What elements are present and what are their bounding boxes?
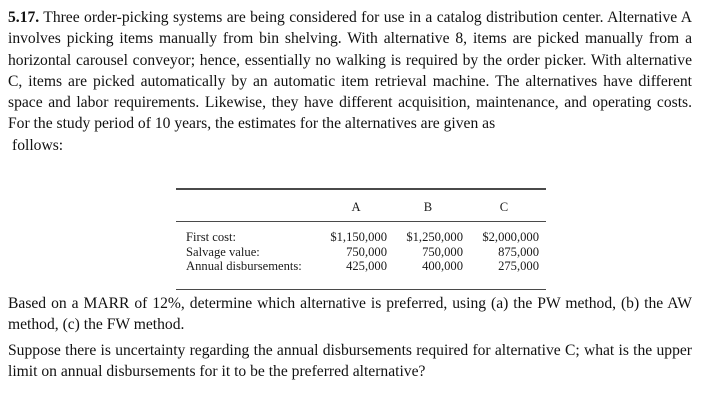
table-top-rule (176, 188, 546, 190)
cell-c-first-cost: $2,000,000 (482, 230, 539, 244)
column-header-b: B (423, 200, 433, 214)
row-label-first-cost: First cost: (186, 230, 237, 244)
cell-c-annual-disbursements: 275,000 (498, 259, 539, 274)
uncertainty-question-text: Suppose there is uncertainty regarding the annual disbursements required for alternative C; what is the upper limit on annual disbursements for it to be the preferred alternative? (8, 342, 692, 381)
table-bottom-rule (176, 289, 546, 290)
column-values-a (318, 230, 387, 274)
problem-number: 5.17. (8, 9, 40, 26)
problem-statement (8, 7, 692, 135)
question-text: Based on a MARR of 12%, determine which alternative is preferred, using (a) the PW method, (b) the AW method, (c) the FW method. (8, 295, 692, 334)
column-values-c (469, 230, 539, 274)
cell-a-annual-disbursements: 425,000 (346, 259, 387, 274)
cell-a-first-cost: $1,150,000 (330, 230, 387, 244)
problem-intro-text: Three order-picking systems are being considered for use in a catalog distribution center. Alternative A involves picking items manually from bin shelving. With alternative 8, items are picked manually from a horizontal carousel conveyor; hence, essentially no walking is required by the order picker. With alternative C, items are picked automatically by an automatic item retrieval machine. The alternatives have different space and labor requirements. Likewise, they have different acquisition, maintenance, and operating costs. For the study period of 10 years, the estimates for the alternatives are given as (8, 9, 692, 133)
table-header-rule (176, 221, 546, 222)
column-header-a: A (351, 200, 361, 214)
row-labels (186, 230, 302, 274)
follows-text: follows: (12, 137, 64, 154)
row-label-annual-disbursements: Annual disbursements: (186, 259, 302, 274)
cell-b-salvage-value: 750,000 (422, 244, 463, 259)
cell-b-first-cost: $1,250,000 (406, 230, 463, 244)
column-header-c: C (499, 200, 509, 214)
row-label-salvage-value: Salvage value: (186, 244, 260, 259)
cell-c-salvage-value: 875,000 (498, 244, 539, 259)
cell-a-salvage-value: 750,000 (346, 244, 387, 259)
cell-b-annual-disbursements: 400,000 (422, 259, 463, 274)
column-values-b (393, 230, 463, 274)
